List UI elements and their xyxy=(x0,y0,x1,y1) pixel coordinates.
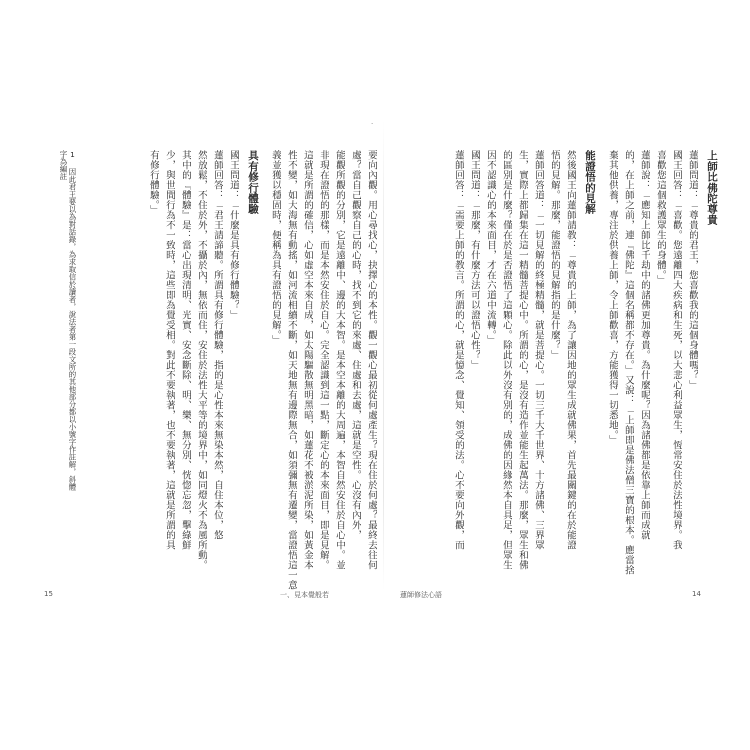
text-column: 少，與世間行為不一致時，這些即為覺受相。對此不要執著，也不要執著，這就是所謂的具 xyxy=(164,150,175,550)
text-column: 然放鬆，不住於外，不攝於內，無依而住，安住於法性大平等的境界中，如同燈火不為風所動。 xyxy=(196,150,207,570)
text-column: 然後國王向蓮師請教：「尊貴的上師，為了讓因地的眾生成就佛果，首先最關鍵的在於能證 xyxy=(565,150,576,550)
text-column: 蓮師回答：「君王請諦聽。所謂具有修行體驗，指的是心性本來無染本然，自住本位，悠 xyxy=(212,150,223,540)
running-head-right: 蓮師修法心語 xyxy=(400,591,442,599)
heading-guru-above-buddha: 上師比佛陀尊貴 xyxy=(706,150,718,225)
text-column: 蓮師問道：「尊貴的君王，您喜歡我的這個身體嗎？」 xyxy=(687,150,698,390)
text-column: 國王回答：「喜歡。您遠離四大疾病和生死，以大悲心利益眾生，恆常安住於法性境界。我 xyxy=(671,150,682,550)
text-column: 有修行體驗。」 xyxy=(148,150,159,216)
page-gutter xyxy=(383,120,384,590)
text-column: 性不變，如大海無有動搖，如河流相續不斷，如天地無有邊際無合，如須彌無有遷變，當證悟這一意 xyxy=(286,150,297,590)
left-page xyxy=(40,150,377,600)
text-column: 悟的見解。那麼，能證悟的見解指的是什麼？」 xyxy=(549,150,560,360)
text-column: 棄其他供養，專注於供養上師，令上師歡喜，方能獲得一切悉地。」 xyxy=(607,150,618,446)
text-column: 生，實際上都歸集在這一精髓菩提心中。所謂的心，是沒有造作並能生起萬法。那麼，眾生和佛 xyxy=(517,150,528,570)
text-column: 喜歡您這個救護眾生的身體。」 xyxy=(655,150,666,286)
heading-realizing-view: 能證悟的見解 xyxy=(584,150,596,215)
text-column: 處？當自己觀察自己的心時，找不到它的來處、住處和去處，這就是空性。心沒有內外， xyxy=(350,150,361,540)
text-column: 能觀所觀的分別，它是遠離中、邊的大本智。是本空本離的大周遍，本智自然安住於自心中。並 xyxy=(334,150,345,570)
text-column: 國王問道：「什麼是具有修行體驗？」 xyxy=(228,150,239,320)
page-number-right: 14 xyxy=(692,590,701,598)
text-column: 蓮師回答：「需要上師的教言。所謂的心，就是憶念、覺知、領受的法。心不要向外觀，而 xyxy=(453,150,464,550)
heading-practice-experience: 具有修行體驗 xyxy=(247,150,259,215)
text-column: 國王問道：「那麼，有什麼方法可以證悟心性？」 xyxy=(469,150,480,370)
text-column: 其中的『體驗』是：當心出現清明、光實、安念斷除、明、樂、無分別、恍惚忘忽，擊綠鮮 xyxy=(180,150,191,550)
page-number-left: 15 xyxy=(44,590,53,598)
text-column: 要向內觀。用心尋找心，抉擇心的本性。觀一觀心最初從何處產生？現在住於何處？最終去往何 xyxy=(366,150,377,570)
running-head-left: 一、見本覺般若 xyxy=(280,591,329,599)
text-column: 蓮師說：「應知上師比千劫中的諸佛更加尊貴。為什麼呢？因為諸佛都是依靠上師而成就 xyxy=(639,150,650,540)
text-column: 蓮師回答道：「一切見解的終極精髓，就是菩提心。一切三千大千世界、十方諸佛、三界眾 xyxy=(533,150,544,550)
right-page xyxy=(388,150,718,600)
text-column: 非現在證悟的那樣，而是本然安住於自心。完全認識到這一點，斷定心的本來面目，即是見解。 xyxy=(318,150,329,570)
text-column: 的，在上師之前，連『佛陀』這個名稱都不存在。」又說：「上師即是佛法僧三寶的根本。應當捨 xyxy=(623,150,634,576)
footnote: 1 因此君王要以為對話錄，為求取信於讀者，說法者第一段文所的其他部分都以小號字作註解，斜體字為編註 xyxy=(59,150,77,491)
text-column: 這就是所謂的確信，心如虛空本來自成，如太陽驅散無明黑暗，如蓮花不被淤泥所染，如黃金本 xyxy=(302,150,313,570)
text-column: 義並獲以穩固時，便稱為具有證悟的見解。」 xyxy=(270,150,281,346)
gutter-mark: · xyxy=(371,120,374,128)
text-column: 的區別是什麼？僅在於是否證悟了這顆心。除此以外沒有別的，成佛的因緣然本自具足，但眾生 xyxy=(501,150,512,570)
text-column: 因不認識心的本來面目，才在六道中流轉。」 xyxy=(485,150,496,346)
